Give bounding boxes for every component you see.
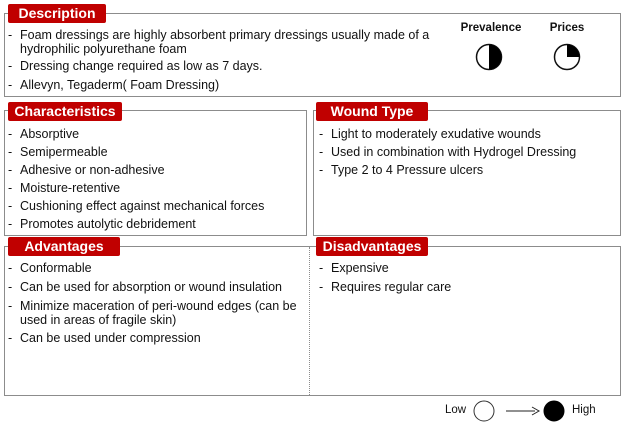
description-title: Description [8,4,106,23]
wound-type-list [317,127,617,181]
list-item: - Allevyn, Tegaderm( Foam Dressing) [6,78,436,92]
legend-low-label: Low [445,404,467,416]
list-item: - Requires regular care [317,280,617,294]
list-item: - Used in combination with Hydrogel Dressing [317,145,617,159]
list-item: - Can be used for absorption or wound insulation [6,280,304,294]
list-item: - Type 2 to 4 Pressure ulcers [317,163,617,177]
list-item: - Foam dressings are highly absorbent primary dressings usually made of a hydrophilic polyurethane foam [6,28,436,56]
list-item: - Semipermeable [6,145,304,159]
panel-divider [309,247,310,395]
arrow-right-icon [505,405,541,417]
disadvantages-title: Disadvantages [316,237,428,256]
prices-indicator [553,43,581,71]
list-item: - Can be used under compression [6,331,304,345]
advantages-list [6,261,304,349]
list-item: - Adhesive or non-adhesive [6,163,304,177]
list-item: - Absorptive [6,127,304,141]
prevalence-indicator [475,43,503,71]
legend-high-label: High [572,404,596,416]
list-item: - Minimize maceration of peri-wound edges (can be used in areas of fragile skin) [6,299,304,327]
list-item: - Moisture-retentive [6,181,304,195]
legend-low-circle-icon [472,400,496,422]
list-item: - Expensive [317,261,617,275]
characteristics-list [6,127,304,235]
list-item: - Cushioning effect against mechanical forces [6,199,304,213]
prices-label: Prices [549,22,585,34]
disadvantages-list [317,261,617,298]
prices-fill [567,45,580,58]
legend-high-circle-icon [542,400,566,422]
wound-type-title: Wound Type [316,102,428,121]
description-list [6,28,436,96]
list-item: - Dressing change required as low as 7 days. [6,59,436,73]
prevalence-fill [489,45,501,70]
characteristics-title: Characteristics [8,102,122,121]
list-item: - Light to moderately exudative wounds [317,127,617,141]
advantages-title: Advantages [8,237,120,256]
list-item: - Promotes autolytic debridement [6,217,304,231]
prevalence-label: Prevalence [460,22,522,34]
list-item: - Conformable [6,261,304,275]
